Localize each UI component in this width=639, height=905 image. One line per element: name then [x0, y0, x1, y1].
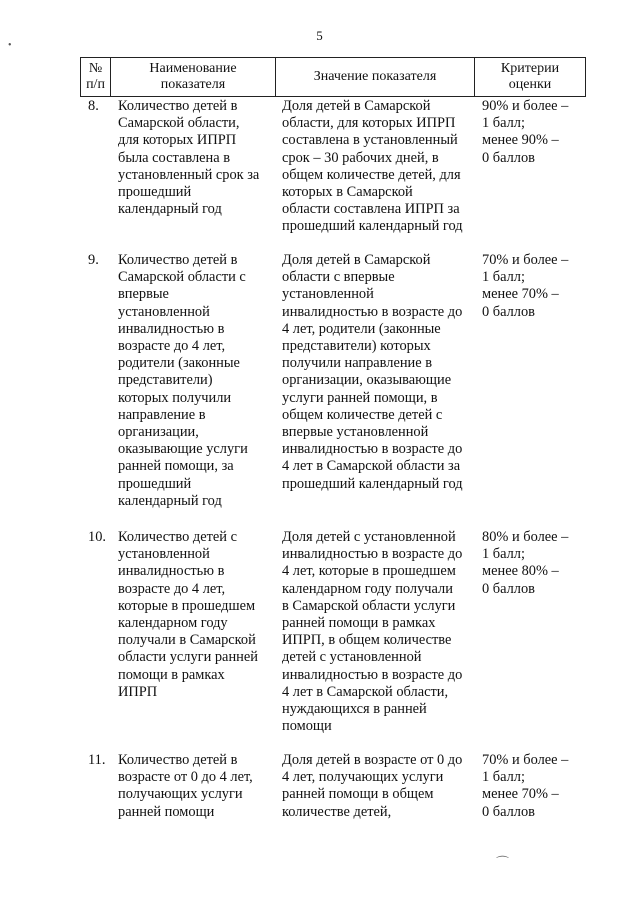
header-criteria	[475, 58, 585, 96]
indicator-value: Доля детей в возрасте от 0 до 4 лет, получающих услуги ранней помощи в общем количестве детей,	[282, 752, 463, 820]
row-number: 9.	[88, 252, 99, 268]
evaluation-criteria: 80% и более – 1 балл; менее 80% – 0 баллов	[482, 529, 569, 597]
header-criteria-label: Критерии оценки	[500, 61, 560, 92]
indicator-value: Доля детей в Самарской области, для которых ИПРП составлена в установленный срок – 30 рабочих дней, в общем количестве детей, для которых в Самарской области составлена ИПРП за прошедший календарный год	[282, 98, 463, 235]
row-number: 8.	[88, 98, 99, 114]
header-indicator-name	[111, 58, 276, 96]
row-number: 10.	[88, 529, 106, 545]
scan-stroke-mark: ⌒	[496, 855, 510, 870]
header-indicator-value	[276, 58, 475, 96]
table-header	[80, 57, 586, 97]
indicator-name: Количество детей с установленной инвалидностью в возрасте до 4 лет, которые в прошедшем календарном году получали в Самарской области услуги ранней помощи в рамках ИПРП	[118, 529, 258, 700]
indicator-value: Доля детей в Самарской области с впервые установленной инвалидностью в возрасте до 4 лет, родители (законные представители) которых получили направление в организации, оказывающие услуги ранней помощи, в общем количестве детей с впервые установленной инвалидностью в возрасте до 4 лет в Самарской области за прошедший календарный год	[282, 252, 463, 492]
evaluation-criteria: 90% и более – 1 балл; менее 90% – 0 баллов	[482, 98, 569, 166]
page-number: 5	[316, 28, 323, 43]
row-number: 11.	[88, 752, 106, 768]
evaluation-criteria: 70% и более – 1 балл; менее 70% – 0 баллов	[482, 752, 569, 820]
indicator-value: Доля детей с установленной инвалидностью в возрасте до 4 лет, которые в прошедшем календарном году получали в Самарской области услуги ранней помощи в рамках ИПРП, в общем количестве детей с установленной инвалидностью в возрасте до 4 лет в Самарской области, нуждающихся в ранней помощи	[282, 529, 463, 735]
indicator-name: Количество детей в возрасте от 0 до 4 лет, получающих услуги ранней помощи	[118, 752, 253, 820]
indicator-name: Количество детей в Самарской области с впервые установленной инвалидностью в возрасте до 4 лет, родители (законные представители) которых получили направление в организации, оказывающие услуги ранней помощи, за прошедший календарный год	[118, 252, 248, 509]
scan-speck-mark: •	[8, 40, 12, 51]
indicator-name: Количество детей в Самарской области, для которых ИПРП была составлена в установленный срок за прошедший календарный год	[118, 98, 260, 218]
header-number-label: № п/п	[86, 61, 105, 92]
header-indicator-name-label: Наименование показателя	[149, 61, 237, 92]
header-number	[81, 58, 111, 96]
header-indicator-value-label: Значение показателя	[313, 69, 437, 84]
evaluation-criteria: 70% и более – 1 балл; менее 70% – 0 баллов	[482, 252, 569, 320]
